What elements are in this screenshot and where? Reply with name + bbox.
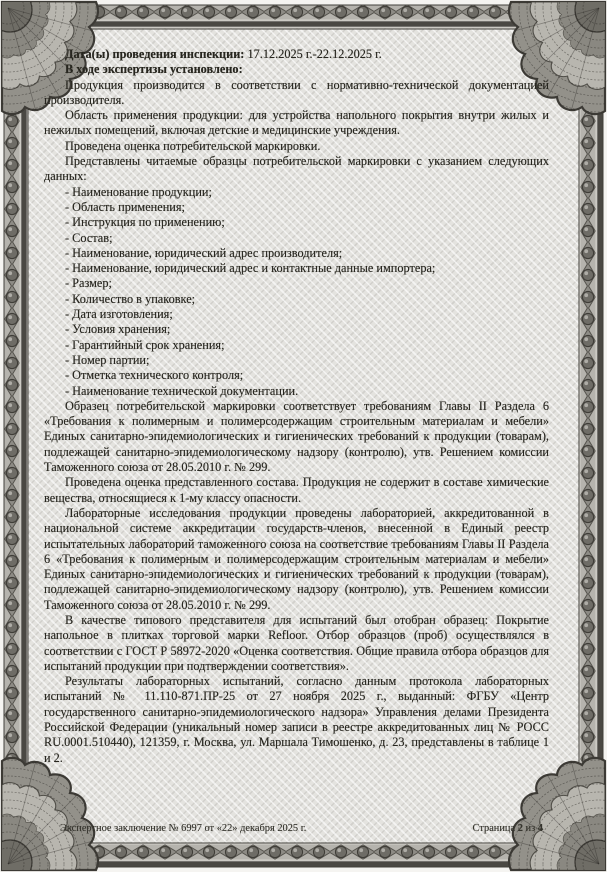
list-item: - Наименование, юридический адрес производителя; (65, 245, 343, 260)
border-band-right (579, 5, 603, 867)
page-footer (60, 823, 543, 834)
paragraph: Представлены читаемые образцы потребительской маркировки с указанием следующих данных: (44, 154, 549, 184)
list-item: - Гарантийный срок хранения; (65, 337, 225, 352)
list-item: - Инструкция по применению; (65, 215, 225, 230)
list-item: - Условия хранения; (65, 322, 171, 337)
list-item: - Наименование продукции; (65, 184, 212, 199)
list-item: - Размер; (65, 276, 112, 291)
border-band-left (4, 5, 28, 867)
list-item: - Наименование технической документации. (65, 383, 299, 398)
list-item: - Номер партии; (65, 352, 150, 367)
list-item: - Область применения; (65, 199, 185, 214)
paragraph: Проведена оценка представленного состава. Продукция не содержит в составе химические вещества, относящиеся к 1-му классу опасности. (44, 475, 549, 505)
paragraph: Образец потребительской маркировки соответствует требованиям Главы II Раздела 6 «Требования к полимерным и полимерсодержащим строительным материалам и мебели» Единых санитарно-эпидемиологических и гигиенических требований к продукции (товарам), подлежащей санитарно-эпидемиологическому надзору (контролю), утв. Решением комиссии Таможенного союза от 28.05.2010 г. № 299. (44, 398, 549, 475)
inspection-dates-line (44, 47, 549, 62)
document-body (44, 47, 549, 766)
inspection-dates-label: Дата(ы) проведения инспекции: (65, 47, 245, 61)
paragraph: Лабораторные исследования продукции проведены лабораторией, аккредитованной в национальной системе аккредитации государств-членов, внесенной в Единый реестр испытательных лабораторий таможенного союза на соответствие требованиям Главы II Раздела 6 «Требования к полимерным и полимерсодержащим строительным материалам и мебели» Единых санитарно-эпидемиологических и гигиенических требований к продукции (товарам), подлежащей санитарно-эпидемиологическому надзору (контролю), утв. Решением комиссии Таможенного союза от 28.05.2010 г. № 299. (44, 505, 549, 612)
paragraph: В качестве типового представителя для испытаний был отобран образец: Покрытие напольное в плитках торговой марки Refloor. Отбор образцов (проб) осуществлялся в соответствии с ГОСТ Р 58972-2020 «Оценка соответствия. Общие правила отбора образцов для испытаний продукции при подтверждении соответствия». (44, 612, 549, 673)
list-item: - Дата изготовления; (65, 307, 173, 322)
marking-data-list (44, 185, 549, 399)
paragraph: Область применения продукции: для устройства напольного покрытия внутри жилых и нежилых помещений, включая детские и медицинские учреждения. (44, 108, 549, 138)
findings-heading: В ходе экспертизы установлено: (65, 62, 243, 77)
list-item: - Количество в упаковке; (65, 291, 196, 306)
paragraph: Проведена оценка потребительской маркировки. (65, 138, 321, 153)
footer-conclusion-ref: Экспертное заключение № 6997 от «22» декабря 2025 г. (60, 823, 307, 834)
paragraph: Результаты лабораторных испытаний, согласно данным протокола лабораторных испытаний № 11.110-871.ПР-25 от 27 ноября 2025 г., выданный: ФГБУ «Центр государственного санитарно-эпидемиологического надзора» Управления делами Президента Российской Федерации (уникальный номер записи в реестре аккредитованных лиц № РОСС RU.0001.510440), 121359, г. Москва, ул. Маршала Тимошенко, д. 23, представлены в таблице 1 и 2. (44, 674, 549, 765)
list-item: - Наименование, юридический адрес и контактные данные импортера; (65, 261, 436, 276)
list-item: - Состав; (65, 230, 113, 245)
list-item: - Отметка технического контроля; (65, 368, 244, 383)
paragraph: Продукция производится в соответствии с нормативно-технической документацией производителя. (44, 77, 549, 107)
page-number: Страница 2 из 4 (472, 823, 543, 834)
inspection-dates-value: 17.12.2025 г.-22.12.2025 г. (247, 47, 382, 61)
